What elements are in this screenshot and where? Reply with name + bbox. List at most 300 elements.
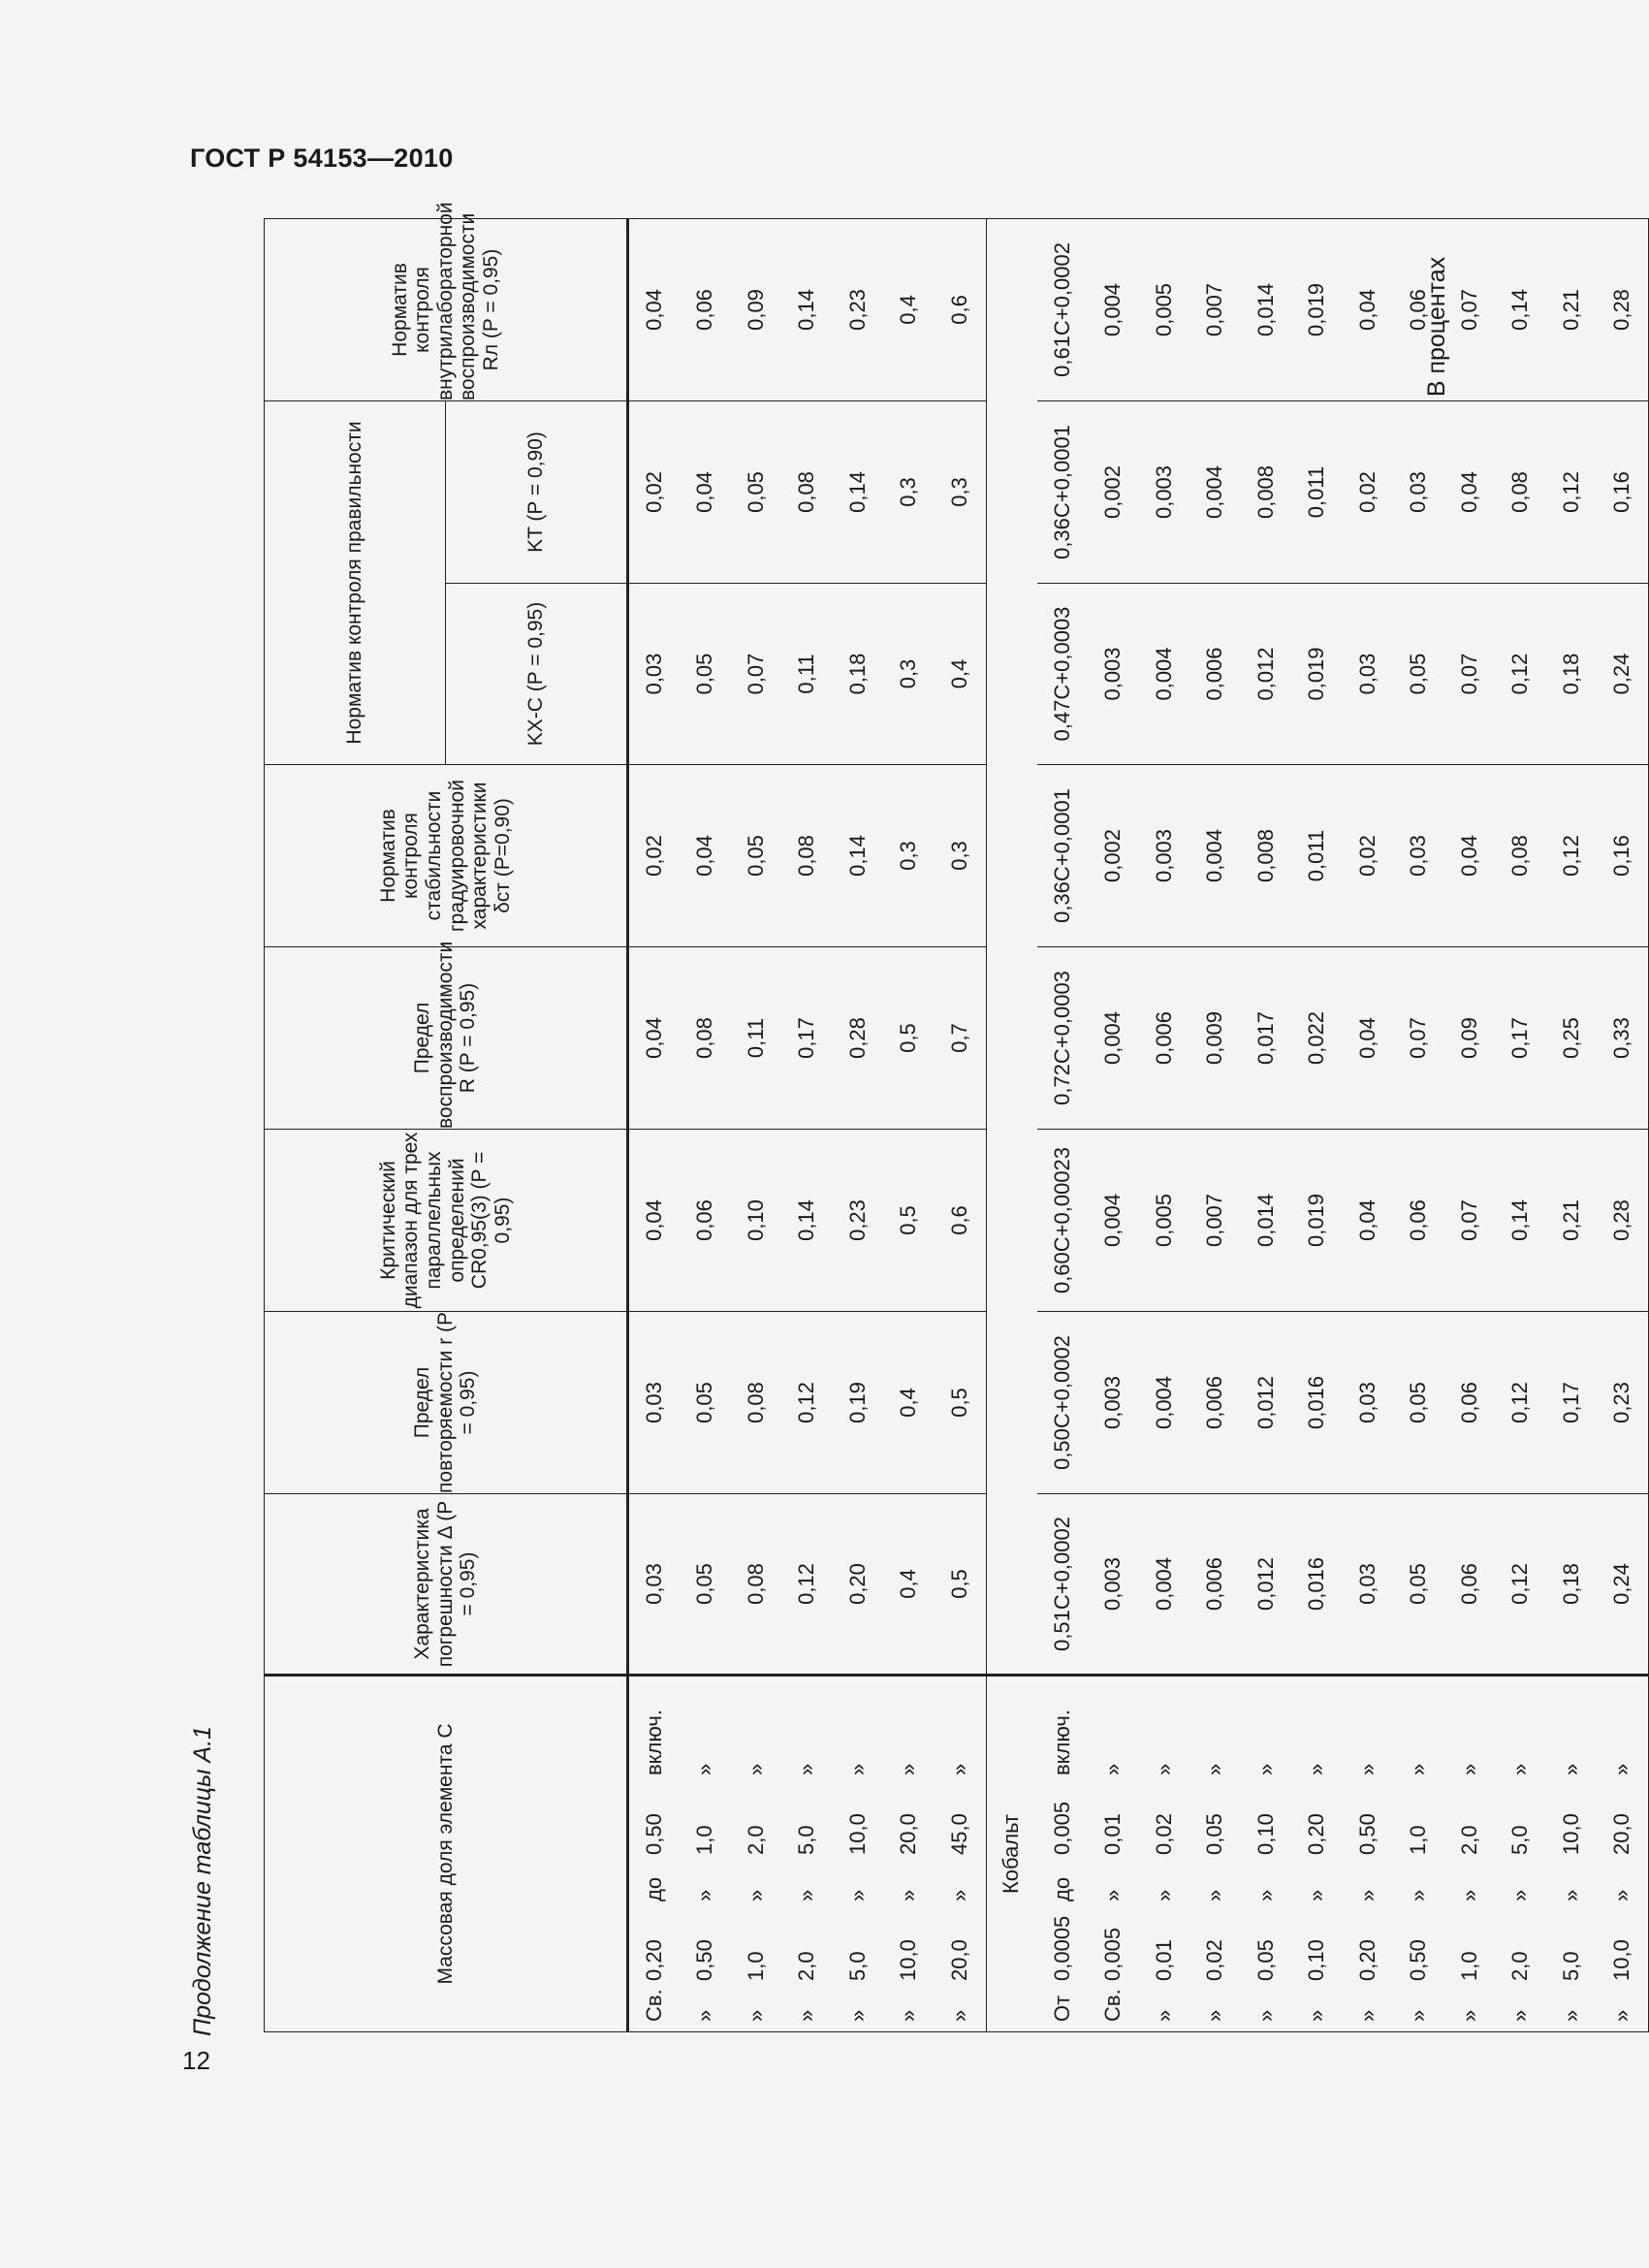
cell-dst: 0,16 [1598, 765, 1649, 947]
table-row [1598, 218, 1649, 2031]
table-row [628, 218, 681, 2031]
mass-from: 0,50 [1406, 1939, 1431, 1981]
mass-from: 20,0 [946, 1939, 971, 1981]
cell-r: 0,19 [833, 1312, 884, 1494]
mass-from: 0,0005 [1049, 1915, 1074, 1981]
mass-pre: » [1253, 2009, 1278, 2022]
cell-delta: 0,51C+0,0002 [1037, 1494, 1089, 1676]
mass-suf: » [1609, 1763, 1634, 1775]
cell-dst: 0,3 [935, 765, 986, 947]
cell-dst: 0,011 [1292, 765, 1344, 947]
mass-upper: 0,02 [1151, 1813, 1176, 1855]
cell-dst: 0,36C+0,0001 [1037, 765, 1089, 947]
cell-R: 0,7 [935, 947, 986, 1130]
mass-cell [1598, 1676, 1649, 2032]
cell-delta: 0,4 [884, 1494, 935, 1676]
cell-rl: 0,23 [833, 218, 884, 400]
table-row [681, 218, 732, 2031]
mass-from: 1,0 [1456, 1951, 1481, 1981]
cell-dst: 0,003 [1139, 765, 1190, 947]
table-row [731, 218, 782, 2031]
cell-kt: 0,16 [1598, 400, 1649, 583]
mass-cell [628, 1676, 681, 2032]
mass-upper: 0,10 [1253, 1813, 1278, 1855]
mass-to: » [1100, 1889, 1126, 1901]
data-table [264, 202, 1649, 2032]
mass-suf: » [692, 1763, 717, 1775]
header-kt: KT (P = 0,90) [446, 400, 628, 583]
mass-suf: » [1253, 1763, 1278, 1775]
cell-kt: 0,008 [1241, 400, 1292, 583]
cell-rl: 0,014 [1241, 218, 1292, 400]
mass-cell [935, 1676, 986, 2032]
table-row [1037, 218, 1089, 2031]
mass-to: » [1406, 1889, 1431, 1901]
cell-delta: 0,03 [1343, 1494, 1394, 1676]
header-mass: Массовая доля элемента С [265, 1676, 628, 2032]
cell-delta: 0,004 [1139, 1494, 1190, 1676]
cell-kt: 0,02 [1343, 400, 1394, 583]
table-row [1241, 218, 1292, 2031]
cell-dst: 0,12 [1546, 765, 1598, 947]
mass-cell [1037, 1676, 1089, 2032]
cell-dst: 0,05 [731, 765, 782, 947]
mass-upper: 20,0 [896, 1813, 921, 1855]
cell-R: 0,006 [1139, 947, 1190, 1130]
mass-cell [731, 1676, 782, 2032]
mass-suf: » [844, 1763, 870, 1775]
mass-pre: » [794, 2009, 819, 2022]
cell-kt: 0,14 [833, 400, 884, 583]
mass-suf: » [1354, 1763, 1379, 1775]
mass-from: 1,0 [743, 1951, 768, 1981]
cell-kxc: 0,006 [1190, 584, 1242, 765]
cell-R: 0,09 [1444, 947, 1496, 1130]
mass-to: » [1151, 1889, 1176, 1901]
mass-cell [1444, 1676, 1496, 2032]
header-delta: Характеристика погрешности Δ (P = 0,95) [265, 1494, 628, 1676]
cell-R: 0,017 [1241, 947, 1292, 1130]
cell-r: 0,016 [1292, 1312, 1344, 1494]
mass-pre: » [1202, 2009, 1227, 2022]
mass-from: 5,0 [844, 1951, 870, 1981]
mass-suf: включ. [641, 1709, 666, 1775]
mass-to: » [844, 1889, 870, 1901]
cell-r: 0,4 [884, 1312, 935, 1494]
mass-from: 5,0 [1558, 1951, 1583, 1981]
cell-delta: 0,05 [1394, 1494, 1445, 1676]
mass-suf: » [794, 1763, 819, 1775]
mass-from: 10,0 [1609, 1939, 1634, 1981]
cell-dst: 0,08 [1496, 765, 1547, 947]
header-row-1 [265, 218, 446, 2031]
mass-pre: Св. [641, 1989, 666, 2022]
cell-dst: 0,14 [833, 765, 884, 947]
mass-pre: » [1406, 2009, 1431, 2022]
cell-cr: 0,23 [833, 1130, 884, 1312]
mass-cell [782, 1676, 834, 2032]
cell-delta: 0,18 [1546, 1494, 1598, 1676]
mass-suf: » [1202, 1763, 1227, 1775]
cell-rl: 0,004 [1089, 218, 1140, 400]
mass-cell [1394, 1676, 1445, 2032]
cell-kxc: 0,18 [833, 584, 884, 765]
cell-rl: 0,28 [1598, 218, 1649, 400]
cell-r: 0,08 [731, 1312, 782, 1494]
cell-cr: 0,07 [1444, 1130, 1496, 1312]
cell-r: 0,03 [628, 1312, 681, 1494]
cell-R: 0,72C+0,0003 [1037, 947, 1089, 1130]
cell-r: 0,23 [1598, 1312, 1649, 1494]
cell-rl: 0,07 [1444, 218, 1496, 400]
cell-rl: 0,6 [935, 218, 986, 400]
cell-cr: 0,06 [681, 1130, 732, 1312]
mass-upper: 2,0 [743, 1825, 768, 1855]
cell-r: 0,006 [1190, 1312, 1242, 1494]
mass-cell [1190, 1676, 1242, 2032]
mass-to: » [946, 1889, 971, 1901]
mass-pre: » [1354, 2009, 1379, 2022]
cell-delta: 0,20 [833, 1494, 884, 1676]
mass-suf: » [1406, 1763, 1431, 1775]
cell-kt: 0,003 [1139, 400, 1190, 583]
mass-suf: » [1507, 1763, 1533, 1775]
mass-pre: » [1507, 2009, 1533, 2022]
cell-R: 0,5 [884, 947, 935, 1130]
cell-kxc: 0,03 [1343, 584, 1394, 765]
mass-to: » [1609, 1889, 1634, 1901]
cell-kxc: 0,019 [1292, 584, 1344, 765]
mass-to: » [692, 1889, 717, 1901]
mass-suf: » [1151, 1763, 1176, 1775]
cell-rl: 0,4 [884, 218, 935, 400]
section-row [986, 218, 1037, 2031]
mass-upper: 1,0 [1406, 1825, 1431, 1855]
cell-R: 0,08 [681, 947, 732, 1130]
cell-cr: 0,60C+0,00023 [1037, 1130, 1089, 1312]
cell-kt: 0,03 [1394, 400, 1445, 583]
table-row [884, 218, 935, 2031]
cell-cr: 0,10 [731, 1130, 782, 1312]
cell-cr: 0,28 [1598, 1130, 1649, 1312]
mass-to: » [1507, 1889, 1533, 1901]
mass-cell [1089, 1676, 1140, 2032]
mass-upper: 45,0 [946, 1813, 971, 1855]
table-row [1394, 218, 1445, 2031]
table-row [1292, 218, 1344, 2031]
mass-pre: » [692, 2009, 717, 2022]
cell-kxc: 0,24 [1598, 584, 1649, 765]
cell-dst: 0,004 [1190, 765, 1242, 947]
caption-box [182, 1687, 223, 2036]
cell-kxc: 0,05 [681, 584, 732, 765]
table-row [1546, 218, 1598, 2031]
cell-delta: 0,003 [1089, 1494, 1140, 1676]
table-row [782, 218, 834, 2031]
mass-to: » [794, 1889, 819, 1901]
cell-kt: 0,08 [1496, 400, 1547, 583]
cell-delta: 0,016 [1292, 1494, 1344, 1676]
mass-upper: 0,50 [1354, 1813, 1379, 1855]
mass-to: » [1304, 1889, 1329, 1901]
cell-cr: 0,004 [1089, 1130, 1140, 1312]
mass-from: 0,50 [692, 1939, 717, 1981]
cell-kt: 0,04 [681, 400, 732, 583]
cell-r: 0,12 [1496, 1312, 1547, 1494]
mass-upper: 5,0 [794, 1825, 819, 1855]
mass-cell [833, 1676, 884, 2032]
cell-dst: 0,04 [681, 765, 732, 947]
cell-cr: 0,14 [782, 1130, 834, 1312]
cell-rl: 0,06 [681, 218, 732, 400]
table-caption: Продолжение таблицы А.1 [189, 1726, 216, 2036]
cell-dst: 0,02 [628, 765, 681, 947]
cell-rl: 0,007 [1190, 218, 1242, 400]
cell-delta: 0,05 [681, 1494, 732, 1676]
cell-rl: 0,61C+0,0002 [1037, 218, 1089, 400]
cell-R: 0,33 [1598, 947, 1649, 1130]
cell-dst: 0,002 [1089, 765, 1140, 947]
mass-upper: 10,0 [1558, 1813, 1583, 1855]
cell-R: 0,25 [1546, 947, 1598, 1130]
cell-kt: 0,02 [628, 400, 681, 583]
mass-pre: От [1049, 1995, 1074, 2022]
cell-delta: 0,12 [1496, 1494, 1547, 1676]
mass-upper: 5,0 [1507, 1825, 1533, 1855]
mass-pre: Св. [1100, 1989, 1126, 2022]
cell-rl: 0,005 [1139, 218, 1190, 400]
cell-cr: 0,019 [1292, 1130, 1344, 1312]
header-rl: Норматив контроля внутрилабораторной воспроизводимости Rл (P = 0,95) [265, 218, 628, 400]
section-empty [986, 218, 1037, 1675]
cell-kt: 0,002 [1089, 400, 1140, 583]
cell-kxc: 0,47C+0,0003 [1037, 584, 1089, 765]
cell-cr: 0,014 [1241, 1130, 1292, 1312]
mass-from: 0,05 [1253, 1939, 1278, 1981]
mass-to: » [896, 1889, 921, 1901]
mass-cell [1241, 1676, 1292, 2032]
mass-to: » [1202, 1889, 1227, 1901]
table-row [935, 218, 986, 2031]
mass-from: 0,005 [1100, 1927, 1126, 1981]
cell-dst: 0,08 [782, 765, 834, 947]
mass-from: 0,20 [1354, 1939, 1379, 1981]
mass-upper: 1,0 [692, 1825, 717, 1855]
cell-kt: 0,08 [782, 400, 834, 583]
mass-suf: » [743, 1763, 768, 1775]
cell-kxc: 0,4 [935, 584, 986, 765]
cell-R: 0,17 [782, 947, 834, 1130]
table-body [628, 218, 1649, 2031]
mass-from: 10,0 [896, 1939, 921, 1981]
mass-suf: » [1100, 1763, 1126, 1775]
cell-R: 0,11 [731, 947, 782, 1130]
mass-pre: » [844, 2009, 870, 2022]
cell-cr: 0,14 [1496, 1130, 1547, 1312]
mass-cell [1292, 1676, 1344, 2032]
mass-to: » [1456, 1889, 1481, 1901]
header-correctness-group: Норматив контроля правильности [265, 400, 446, 764]
mass-from: 2,0 [1507, 1951, 1533, 1981]
cell-rl: 0,06 [1394, 218, 1445, 400]
cell-R: 0,17 [1496, 947, 1547, 1130]
header-r: Предел повторяемости r (P = 0,95) [265, 1312, 628, 1494]
mass-upper: 0,01 [1100, 1813, 1126, 1855]
table-row [1496, 218, 1547, 2031]
mass-pre: » [1609, 2009, 1634, 2022]
cell-delta: 0,24 [1598, 1494, 1649, 1676]
mass-to: до [641, 1876, 666, 1901]
cell-cr: 0,6 [935, 1130, 986, 1312]
mass-from: 2,0 [794, 1951, 819, 1981]
mass-suf: » [1304, 1763, 1329, 1775]
mass-pre: » [1558, 2009, 1583, 2022]
table-row [1089, 218, 1140, 2031]
cell-kt: 0,011 [1292, 400, 1344, 583]
table-wrapper [264, 202, 1634, 2032]
cell-r: 0,012 [1241, 1312, 1292, 1494]
cell-R: 0,004 [1089, 947, 1140, 1130]
cell-cr: 0,04 [628, 1130, 681, 1312]
cell-dst: 0,03 [1394, 765, 1445, 947]
cell-kxc: 0,03 [628, 584, 681, 765]
cell-cr: 0,06 [1394, 1130, 1445, 1312]
cell-kxc: 0,07 [1444, 584, 1496, 765]
mass-upper: 2,0 [1456, 1825, 1481, 1855]
mass-pre: » [743, 2009, 768, 2022]
mass-upper: 0,005 [1049, 1801, 1074, 1855]
cell-R: 0,009 [1190, 947, 1242, 1130]
mass-from: 0,10 [1304, 1939, 1329, 1981]
cell-kt: 0,05 [731, 400, 782, 583]
cell-delta: 0,5 [935, 1494, 986, 1676]
mass-upper: 20,0 [1609, 1813, 1634, 1855]
mass-to: » [1253, 1889, 1278, 1901]
section-title: Кобальт [986, 1676, 1037, 2032]
cell-rl: 0,04 [1343, 218, 1394, 400]
cell-rl: 0,019 [1292, 218, 1344, 400]
cell-kxc: 0,18 [1546, 584, 1598, 765]
mass-cell [1343, 1676, 1394, 2032]
cell-delta: 0,08 [731, 1494, 782, 1676]
cell-cr: 0,21 [1546, 1130, 1598, 1312]
cell-kxc: 0,07 [731, 584, 782, 765]
cell-kxc: 0,11 [782, 584, 834, 765]
cell-kt: 0,004 [1190, 400, 1242, 583]
document-code: ГОСТ Р 54153—2010 [190, 144, 454, 173]
cell-kxc: 0,05 [1394, 584, 1445, 765]
cell-r: 0,05 [681, 1312, 732, 1494]
cell-cr: 0,005 [1139, 1130, 1190, 1312]
mass-from: 0,02 [1202, 1939, 1227, 1981]
cell-r: 0,06 [1444, 1312, 1496, 1494]
cell-dst: 0,04 [1444, 765, 1496, 947]
cell-kt: 0,12 [1546, 400, 1598, 583]
mass-cell [884, 1676, 935, 2032]
mass-upper: 0,50 [641, 1813, 666, 1855]
cell-cr: 0,007 [1190, 1130, 1242, 1312]
cell-kt: 0,3 [884, 400, 935, 583]
table-row [1444, 218, 1496, 2031]
table-row [1190, 218, 1242, 2031]
cell-rl: 0,04 [628, 218, 681, 400]
mass-pre: » [896, 2009, 921, 2022]
mass-suf: » [896, 1763, 921, 1775]
cell-R: 0,022 [1292, 947, 1344, 1130]
cell-delta: 0,03 [628, 1494, 681, 1676]
mass-to: » [1354, 1889, 1379, 1901]
cell-R: 0,07 [1394, 947, 1445, 1130]
header-R: Предел воспроизводимости R (P = 0,95) [265, 947, 628, 1130]
cell-kxc: 0,012 [1241, 584, 1292, 765]
cell-kxc: 0,004 [1139, 584, 1190, 765]
cell-dst: 0,008 [1241, 765, 1292, 947]
mass-suf: » [1456, 1763, 1481, 1775]
mass-suf: » [946, 1763, 971, 1775]
cell-r: 0,17 [1546, 1312, 1598, 1494]
cell-r: 0,50C+0,0002 [1037, 1312, 1089, 1494]
cell-r: 0,004 [1139, 1312, 1190, 1494]
mass-cell [1546, 1676, 1598, 2032]
cell-cr: 0,04 [1343, 1130, 1394, 1312]
cell-delta: 0,012 [1241, 1494, 1292, 1676]
mass-upper: 0,20 [1304, 1813, 1329, 1855]
mass-pre: » [1304, 2009, 1329, 2022]
cell-kxc: 0,3 [884, 584, 935, 765]
table-row [1343, 218, 1394, 2031]
cell-R: 0,28 [833, 947, 884, 1130]
cell-rl: 0,21 [1546, 218, 1598, 400]
mass-to: » [743, 1889, 768, 1901]
cell-kxc: 0,003 [1089, 584, 1140, 765]
cell-rl: 0,09 [731, 218, 782, 400]
table-row [1139, 218, 1190, 2031]
cell-r: 0,03 [1343, 1312, 1394, 1494]
cell-R: 0,04 [1343, 947, 1394, 1130]
cell-R: 0,04 [628, 947, 681, 1130]
cell-kt: 0,04 [1444, 400, 1496, 583]
mass-pre: » [1151, 2009, 1176, 2022]
mass-cell [1496, 1676, 1547, 2032]
cell-delta: 0,006 [1190, 1494, 1242, 1676]
cell-dst: 0,02 [1343, 765, 1394, 947]
mass-from: 0,01 [1151, 1939, 1176, 1981]
mass-cell [681, 1676, 732, 2032]
cell-delta: 0,06 [1444, 1494, 1496, 1676]
rotated-table-container [264, 202, 1634, 2032]
table-row [833, 218, 884, 2031]
cell-r: 0,05 [1394, 1312, 1445, 1494]
cell-r: 0,12 [782, 1312, 834, 1494]
mass-cell [1139, 1676, 1190, 2032]
mass-upper: 10,0 [844, 1813, 870, 1855]
mass-suf: » [1558, 1763, 1583, 1775]
header-kxc: KX-C (P = 0,95) [446, 584, 628, 765]
mass-pre: » [946, 2009, 971, 2022]
page-number: 12 [182, 2046, 210, 2075]
cell-delta: 0,12 [782, 1494, 834, 1676]
cell-rl: 0,14 [782, 218, 834, 400]
mass-suf: включ. [1049, 1709, 1074, 1775]
cell-cr: 0,5 [884, 1130, 935, 1312]
cell-rl: 0,14 [1496, 218, 1547, 400]
cell-kt: 0,3 [935, 400, 986, 583]
cell-r: 0,5 [935, 1312, 986, 1494]
mass-to: до [1049, 1876, 1074, 1901]
mass-pre: » [1456, 2009, 1481, 2022]
cell-kt: 0,36C+0,0001 [1037, 400, 1089, 583]
cell-kxc: 0,12 [1496, 584, 1547, 765]
